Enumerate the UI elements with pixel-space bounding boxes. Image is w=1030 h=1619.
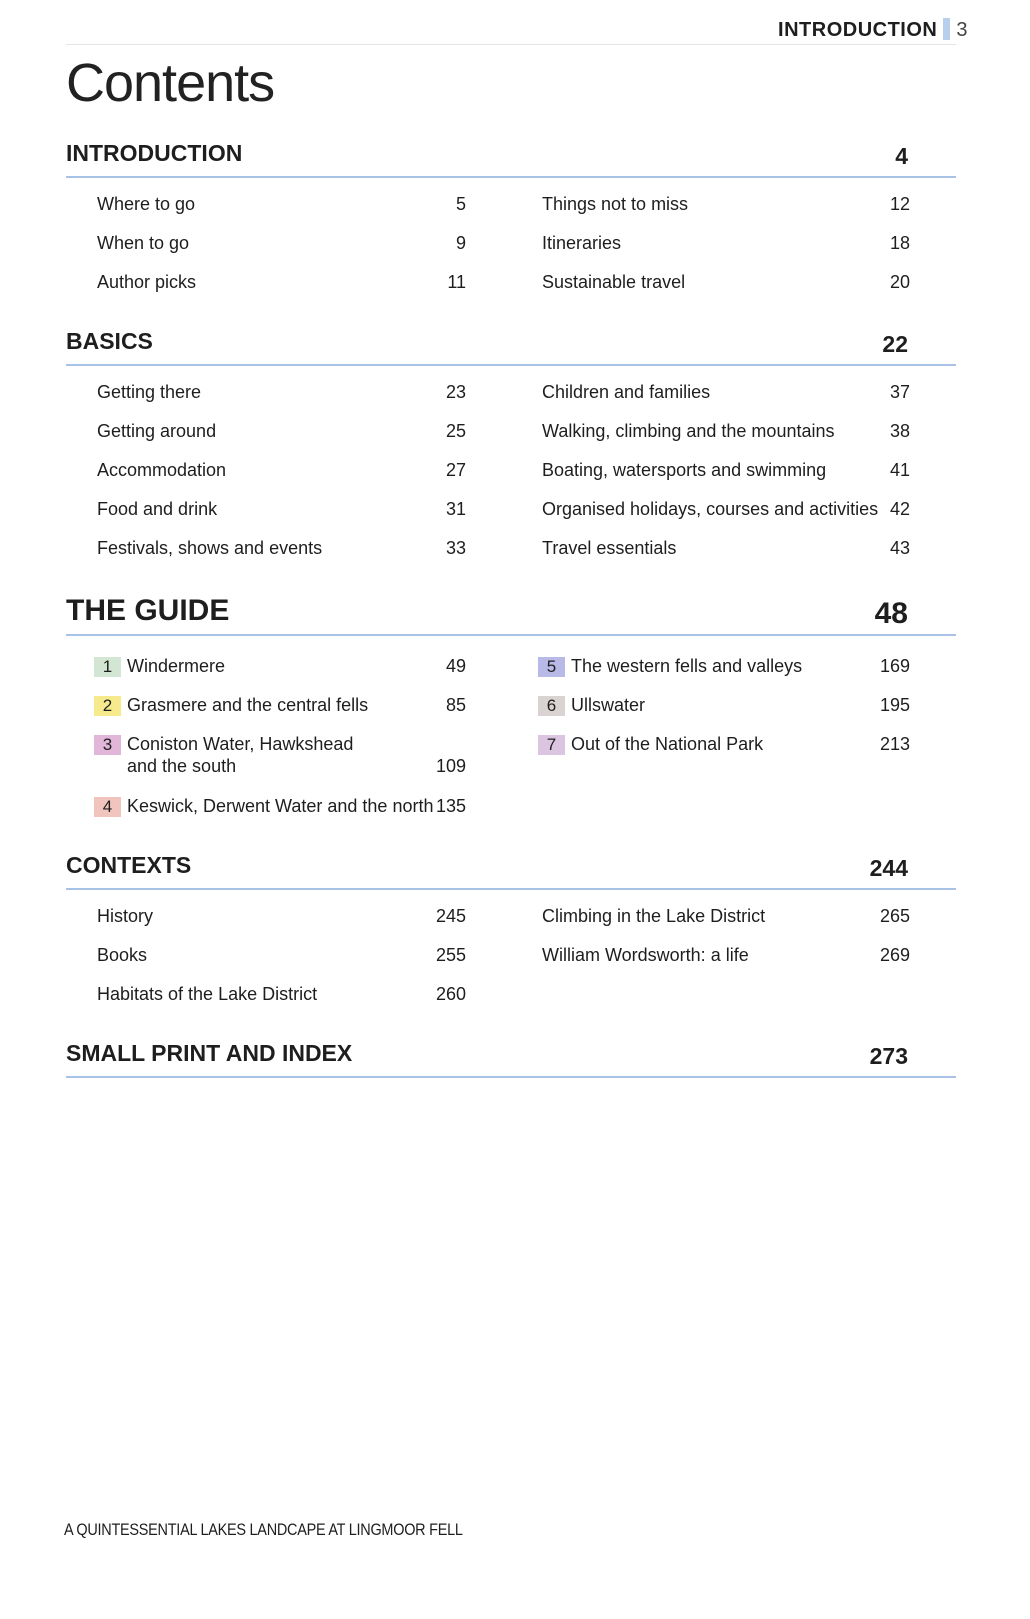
toc-entry[interactable] <box>542 382 710 403</box>
section-title[interactable]: THE GUIDE <box>66 594 230 627</box>
toc-entry-page: 169 <box>879 656 910 676</box>
toc-entry-label: Children and families <box>542 382 711 402</box>
toc-entry-label: Grasmere and the central fells <box>127 695 369 715</box>
toc-entry-page: 135 <box>435 796 466 816</box>
toc-entry-page: 195 <box>879 695 910 715</box>
toc-entry[interactable] <box>94 695 368 716</box>
toc-entry[interactable] <box>97 272 196 293</box>
toc-entry[interactable] <box>538 695 645 716</box>
section-title[interactable]: BASICS <box>66 328 153 354</box>
toc-entry[interactable] <box>97 233 189 254</box>
section-rule <box>66 888 956 890</box>
toc-entry-label: Books <box>97 945 148 965</box>
toc-entry-page: 43 <box>889 538 910 558</box>
toc-entry[interactable] <box>97 945 147 966</box>
toc-entry[interactable] <box>97 194 195 215</box>
toc-entry-page: 49 <box>445 656 466 676</box>
toc-entry[interactable] <box>542 194 688 215</box>
toc-entry-label: Author picks <box>97 272 197 292</box>
toc-entry[interactable] <box>542 945 749 966</box>
toc-entry-label-continued: and the south <box>127 756 237 776</box>
toc-entry-label: Ullswater <box>571 695 646 715</box>
toc-entry-label: Climbing in the Lake District <box>542 906 766 926</box>
toc-entry-page: 213 <box>879 734 910 754</box>
toc-entry-label: Coniston Water, Hawkshead <box>127 734 354 754</box>
toc-entry-label: Itineraries <box>542 233 622 253</box>
toc-entry-label: William Wordsworth: a life <box>542 945 749 965</box>
toc-entry[interactable] <box>94 734 353 755</box>
toc-entry-page: 25 <box>445 421 466 441</box>
running-head-section: INTRODUCTION <box>778 19 938 41</box>
toc-entry-label: Where to go <box>97 194 196 214</box>
toc-entry[interactable] <box>542 906 765 927</box>
toc-entry-label: Boating, watersports and swimming <box>542 460 827 480</box>
toc-entry[interactable] <box>538 734 763 755</box>
running-head <box>0 18 968 42</box>
chapter-number-badge: 5 <box>538 657 565 677</box>
toc-entry-label: Walking, climbing and the mountains <box>542 421 835 441</box>
chapter-number-badge: 6 <box>538 696 565 716</box>
toc-entry-label: The western fells and valleys <box>571 656 803 676</box>
toc-entry-label: Festivals, shows and events <box>97 538 323 558</box>
section-title[interactable]: CONTEXTS <box>66 852 192 878</box>
section-title[interactable]: SMALL PRINT AND INDEX <box>66 1040 353 1066</box>
section-page: 48 <box>874 597 908 630</box>
toc-entry[interactable] <box>542 538 676 559</box>
toc-entry[interactable] <box>97 906 153 927</box>
toc-entry[interactable] <box>542 460 826 481</box>
toc-entry-label: Out of the National Park <box>571 734 764 754</box>
toc-entry[interactable] <box>94 796 433 817</box>
toc-entry-page: 31 <box>445 499 466 519</box>
header-rule <box>66 44 956 45</box>
toc-entry-label: History <box>97 906 154 926</box>
toc-entry-label: Getting there <box>97 382 202 402</box>
photo-caption: A QUINTESSENTIAL LAKES LANDCAPE AT LINGMOOR FELL <box>64 1520 463 1539</box>
page-title: Contents <box>66 53 275 113</box>
toc-entry[interactable] <box>97 382 201 403</box>
chapter-number-badge: 3 <box>94 735 121 755</box>
toc-entry-label: Habitats of the Lake District <box>97 984 318 1004</box>
toc-entry-page: 23 <box>445 382 466 402</box>
toc-entry-label: When to go <box>97 233 190 253</box>
toc-entry-label: Things not to miss <box>542 194 689 214</box>
toc-entry-label: Travel essentials <box>542 538 677 558</box>
section-page: 273 <box>869 1043 908 1069</box>
toc-entry[interactable] <box>97 499 217 520</box>
section-page: 244 <box>869 855 908 881</box>
section-rule <box>66 364 956 366</box>
toc-entry[interactable] <box>542 233 621 254</box>
chapter-number-badge: 1 <box>94 657 121 677</box>
toc-entry[interactable] <box>97 538 322 559</box>
toc-entry-page: 5 <box>455 194 466 214</box>
section-rule <box>66 634 956 636</box>
toc-entry[interactable] <box>542 421 834 442</box>
toc-entry-label: Keswick, Derwent Water and the north <box>127 796 434 816</box>
toc-entry-label: Food and drink <box>97 499 218 519</box>
chapter-number-badge: 2 <box>94 696 121 716</box>
toc-entry-label: Windermere <box>127 656 226 676</box>
toc-entry-label: Organised holidays, courses and activities <box>542 499 879 519</box>
page-number: 3 <box>956 19 968 41</box>
running-head-bar <box>943 18 950 40</box>
toc-entry-page: 255 <box>435 945 466 965</box>
toc-entry-page: 41 <box>889 460 910 480</box>
toc-entry-page: 260 <box>435 984 466 1004</box>
toc-entry-page: 245 <box>435 906 466 926</box>
toc-entry-page: 42 <box>889 499 910 519</box>
toc-entry-label: Getting around <box>97 421 217 441</box>
section-rule <box>66 176 956 178</box>
section-page: 22 <box>882 331 908 357</box>
toc-entry-page: 85 <box>445 695 466 715</box>
section-page: 4 <box>895 143 908 169</box>
section-title[interactable]: INTRODUCTION <box>66 140 243 166</box>
toc-entry-page: 9 <box>455 233 466 253</box>
toc-entry-page: 12 <box>889 194 910 214</box>
toc-entry-page: 109 <box>435 756 466 776</box>
section-rule <box>66 1076 956 1078</box>
chapter-number-badge: 7 <box>538 735 565 755</box>
toc-entry-page: 265 <box>879 906 910 926</box>
toc-entry-page: 20 <box>889 272 910 292</box>
toc-entry-label: Accommodation <box>97 460 227 480</box>
toc-entry-page: 269 <box>879 945 910 965</box>
toc-entry[interactable] <box>94 656 225 677</box>
toc-entry[interactable] <box>97 460 226 481</box>
toc-entry[interactable] <box>542 272 685 293</box>
toc-entry-page: 33 <box>445 538 466 558</box>
toc-entry[interactable] <box>542 499 878 520</box>
toc-entry-page: 11 <box>447 272 466 292</box>
toc-entry-page: 27 <box>445 460 466 480</box>
toc-entry-page: 37 <box>889 382 910 402</box>
toc-entry[interactable] <box>97 421 216 442</box>
toc-entry-label: Sustainable travel <box>542 272 686 292</box>
chapter-number-badge: 4 <box>94 797 121 817</box>
toc-entry[interactable] <box>538 656 802 677</box>
toc-entry-page: 38 <box>889 421 910 441</box>
toc-entry[interactable] <box>97 984 317 1005</box>
toc-entry-page: 18 <box>889 233 910 253</box>
